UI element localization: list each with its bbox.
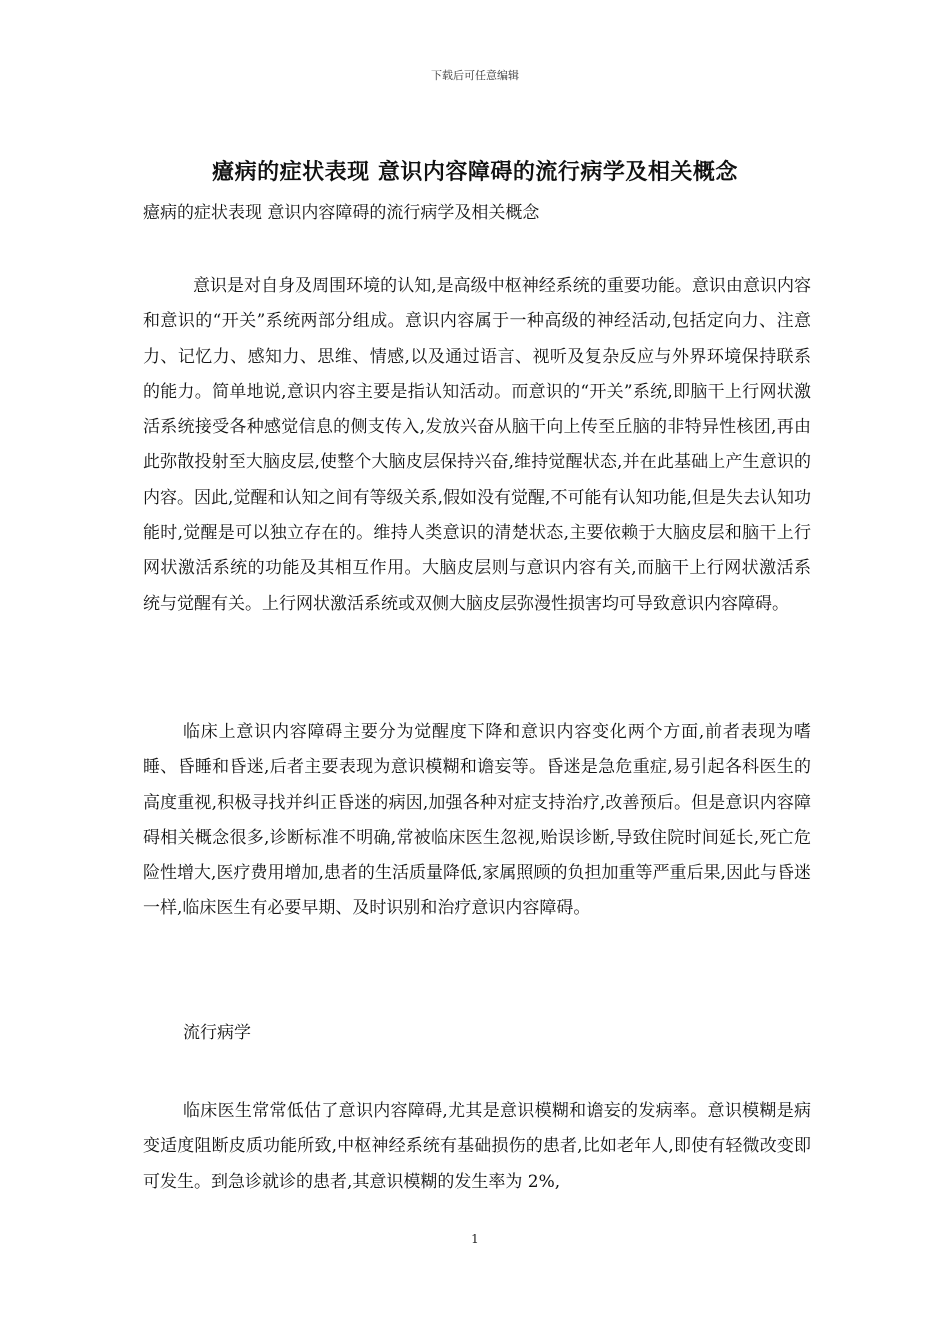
section-paragraph-1: 临床医生常常低估了意识内容障碍,尤其是意识模糊和谵妄的发病率。意识模糊是病变适度阻断皮质功能所致,中枢神经系统有基础损伤的患者,比如老年人,即使有轻微改变即可发生。到急诊就诊的患者,其意识模糊的发生率为 2%,	[143, 1101, 811, 1192]
document-title: 癔病的症状表现 意识内容障碍的流行病学及相关概念	[212, 159, 738, 185]
document-subtitle: 癔病的症状表现 意识内容障碍的流行病学及相关概念	[143, 203, 540, 223]
body-paragraph-1: 意识是对自身及周围环境的认知,是高级中枢神经系统的重要功能。意识由意识内容和意识的“开关”系统两部分组成。意识内容属于一种高级的神经活动,包括定向力、注意力、记忆力、感知力、思维、情感,以及通过语言、视听及复杂反应与外界环境保持联系的能力。简单地说,意识内容主要是指认知活动。而意识的“开关”系统,即脑干上行网状激活系统接受各种感觉信息的侧支传入,发放兴奋从脑干向上传至丘脑的非特异性核团,再由此弥散投射至大脑皮层,使整个大脑皮层保持兴奋,维持觉醒状态,并在此基础上产生意识的内容。因此,觉醒和认知之间有等级关系,假如没有觉醒,不可能有认知功能,但是失去认知功能时,觉醒是可以独立存在的。维持人类意识的清楚状态,主要依赖于大脑皮层和脑干上行网状激活系统的功能及其相互作用。大脑皮层则与意识内容有关,而脑干上行网状激活系统与觉醒有关。上行网状激活系统或双侧大脑皮层弥漫性损害均可导致意识内容障碍。	[143, 276, 811, 614]
section-heading-epidemiology: 流行病学	[183, 1023, 251, 1043]
header-note: 下载后可任意编辑	[431, 69, 519, 82]
body-paragraph-2: 临床上意识内容障碍主要分为觉醒度下降和意识内容变化两个方面,前者表现为嗜睡、昏睡和昏迷,后者主要表现为意识模糊和谵妄等。昏迷是急危重症,易引起各科医生的高度重视,积极寻找并纠正昏迷的病因,加强各种对症支持治疗,改善预后。但是意识内容障碍相关概念很多,诊断标准不明确,常被临床医生忽视,贻误诊断,导致住院时间延长,死亡危险性增大,医疗费用增加,患者的生活质量降低,家属照顾的负担加重等严重后果,因此与昏迷一样,临床医生有必要早期、及时识别和治疗意识内容障碍。	[143, 722, 811, 919]
page-number: 1	[471, 1232, 479, 1246]
